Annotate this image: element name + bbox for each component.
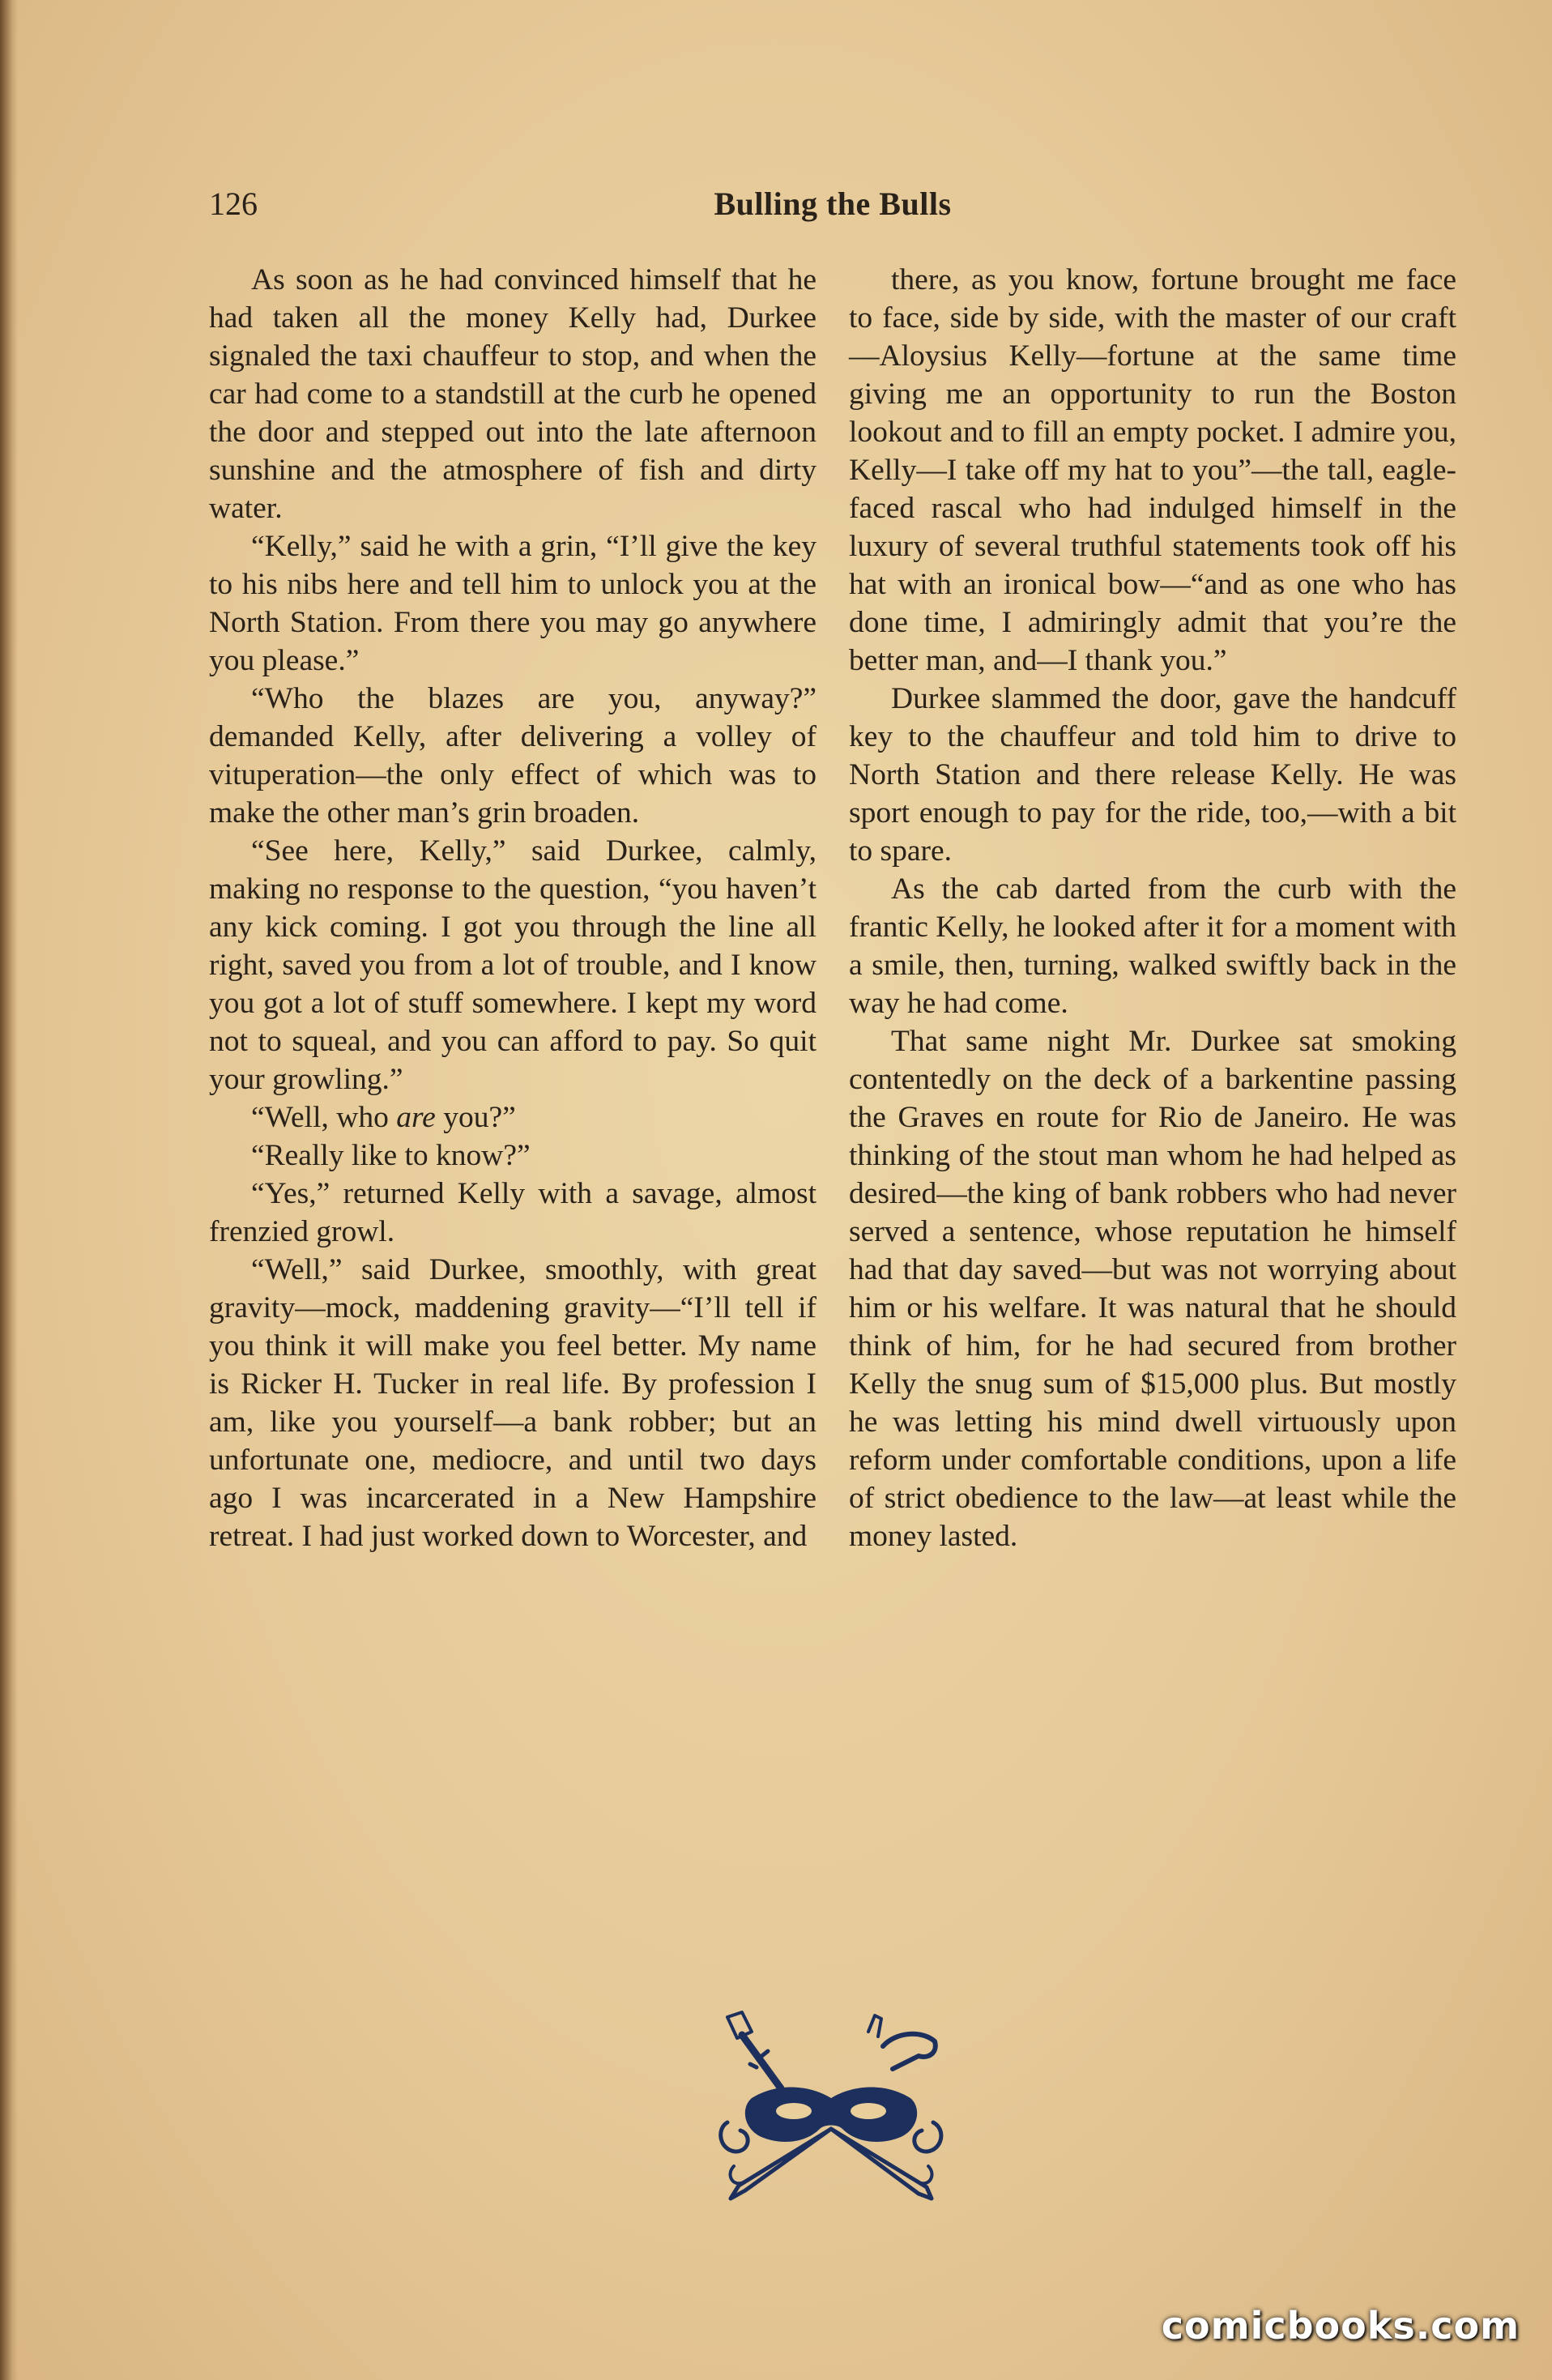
paragraph: there, as you know, fortune brought me face to face, side by side, with the master of our craft—Aloysius Kelly—fortune at the same time giving me an opportunity to run the Boston lookout and to fill an empty pocket. I admire you, Kelly—I take off my hat to you”—the tall, eagle-faced rascal who had indulged himself in the luxury of several truthful statements took off his hat with an ironical bow—“and as one who has done time, I admiringly admit that you’re the better man, and—I thank you.” (849, 263, 1456, 677)
paragraph: That same night Mr. Durkee sat smoking contentedly on the deck of a barkentine passing the Graves en route for Rio de Janeiro. He was thinking of the stout man whom he had helped as desired—the king of bank robbers who had never served a sentence, whose reputation he himself had that day saved—but was not worrying about him or his welfare. It was natural that he should think of him, for he had secured from brother Kelly the snug sum of $15,000 plus. But mostly he was letting his mind dwell virtuously upon reform under comfortable conditions, upon a life of strict obedience to the law—at least while the money lasted. (849, 1025, 1456, 1553)
watermark: comicbooks.com (1161, 2304, 1520, 2348)
mask-dagger-pistol-icon (710, 2007, 953, 2210)
paragraph: As soon as he had convinced himself that he had taken all the money Kelly had, Durkee signaled the taxi chauffeur to stop, and when the car had come to a standstill at the curb he opened the door and stepped out into the late afternoon sunshine and the atmosphere of fish and dirty water. (209, 263, 817, 525)
paragraph: Durkee slammed the door, gave the handcuff key to the chauffeur and told him to drive to North Station and there release Kelly. He was sport enough to pay for the ride, too,—with a bit to spare. (849, 682, 1456, 868)
paragraph: As the cab darted from the curb with the frantic Kelly, he looked after it for a moment with a smile, then, turning, walked swiftly back in the way he had come. (849, 872, 1456, 1020)
paragraph: “Who the blazes are you, anyway?” demanded Kelly, after delivering a volley of vituperation—the only effect of which was to make the other man’s grin broaden. (209, 682, 817, 830)
paragraph: “See here, Kelly,” said Durkee, calmly, making no response to the question, “you haven’t any kick coming. I got you through the line all right, saved you from a lot of trouble, and I know you got a lot of stuff somewhere. I kept my word not to squeal, and you can afford to pay. So quit your growling.” (209, 834, 817, 1096)
running-title: Bulling the Bulls (714, 186, 952, 222)
left-column (209, 261, 817, 1555)
right-column (849, 261, 1456, 1555)
page-edge-shadow (0, 0, 18, 2380)
page-number: 126 (209, 186, 258, 222)
paragraph: “Well, who are you?” (251, 1101, 516, 1134)
paragraph: “Yes,” returned Kelly with a savage, almost frenzied growl. (209, 1177, 817, 1248)
paragraph: “Really like to know?” (251, 1139, 531, 1172)
page-header (209, 180, 1456, 228)
paragraph: “Well,” said Durkee, smoothly, with great gravity—mock, maddening gravity—“I’ll tell if you think it will make you feel better. My name is Ricker H. Tucker in real life. By profession I am, like you yourself—a bank robber; but an unfortunate one, mediocre, and until two days ago I was incarcerated in a New Hampshire retreat. I had just worked down to Worcester, and (209, 1253, 817, 1553)
paragraph: “Kelly,” said he with a grin, “I’ll give the key to his nibs here and tell him to unlock you at the North Station. From there you may go anywhere you please.” (209, 530, 817, 677)
